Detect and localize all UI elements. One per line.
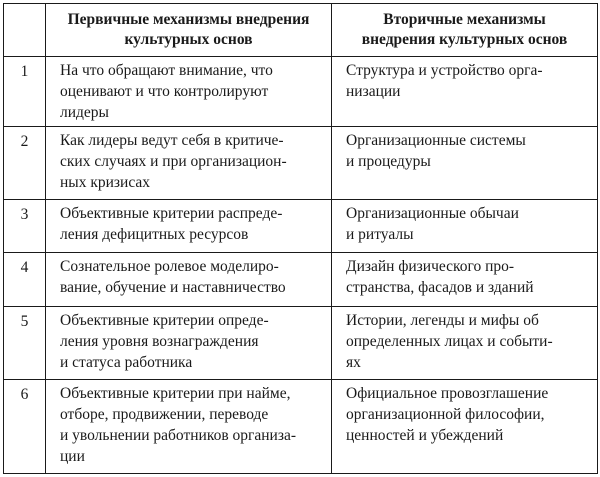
primary-mechanism: Как лидеры ведут себя в критиче- ских случаях и при организацион- ных кризисах — [46, 127, 332, 200]
header-secondary-cell — [332, 4, 598, 57]
row-number: 2 — [4, 127, 46, 200]
table-row — [4, 253, 598, 307]
row-number: 6 — [4, 380, 46, 474]
header-number-cell — [4, 4, 46, 57]
header-row — [4, 4, 598, 57]
primary-mechanism: Сознательное ролевое моделиро- вание, обучение и наставничество — [46, 253, 332, 307]
header-secondary-label: Вторичные механизмы внедрения культурных основ — [361, 11, 568, 48]
secondary-mechanism: Структура и устройство орга- низации — [332, 57, 598, 127]
secondary-mechanism: Организационные системы и процедуры — [332, 127, 598, 200]
table-row — [4, 200, 598, 253]
row-number: 4 — [4, 253, 46, 307]
table-row — [4, 380, 598, 474]
table-row — [4, 127, 598, 200]
row-number: 3 — [4, 200, 46, 253]
primary-mechanism: Объективные критерии опреде- ления уровня вознаграждения и статуса работника — [46, 307, 332, 380]
header-primary-label: Первичные механизмы внедрения культурных основ — [67, 11, 310, 48]
secondary-mechanism: Организационные обычаи и ритуалы — [332, 200, 598, 253]
primary-mechanism: На что обращают внимание, что оценивают и что контролируют лидеры — [46, 57, 332, 127]
header-primary-cell — [46, 4, 332, 57]
secondary-mechanism: Дизайн физического про- странства, фасадов и зданий — [332, 253, 598, 307]
primary-mechanism: Объективные критерии распреде- ления дефицитных ресурсов — [46, 200, 332, 253]
row-number: 5 — [4, 307, 46, 380]
table-row — [4, 57, 598, 127]
secondary-mechanism: Истории, легенды и мифы об определенных лицах и событи- ях — [332, 307, 598, 380]
mechanisms-table — [3, 3, 598, 474]
row-number: 1 — [4, 57, 46, 127]
primary-mechanism: Объективные критерии при найме, отборе, продвижении, переводе и увольнении работников организа- ции — [46, 380, 332, 474]
secondary-mechanism: Официальное провозглашение организационной философии, ценностей и убеждений — [332, 380, 598, 474]
table-row — [4, 307, 598, 380]
